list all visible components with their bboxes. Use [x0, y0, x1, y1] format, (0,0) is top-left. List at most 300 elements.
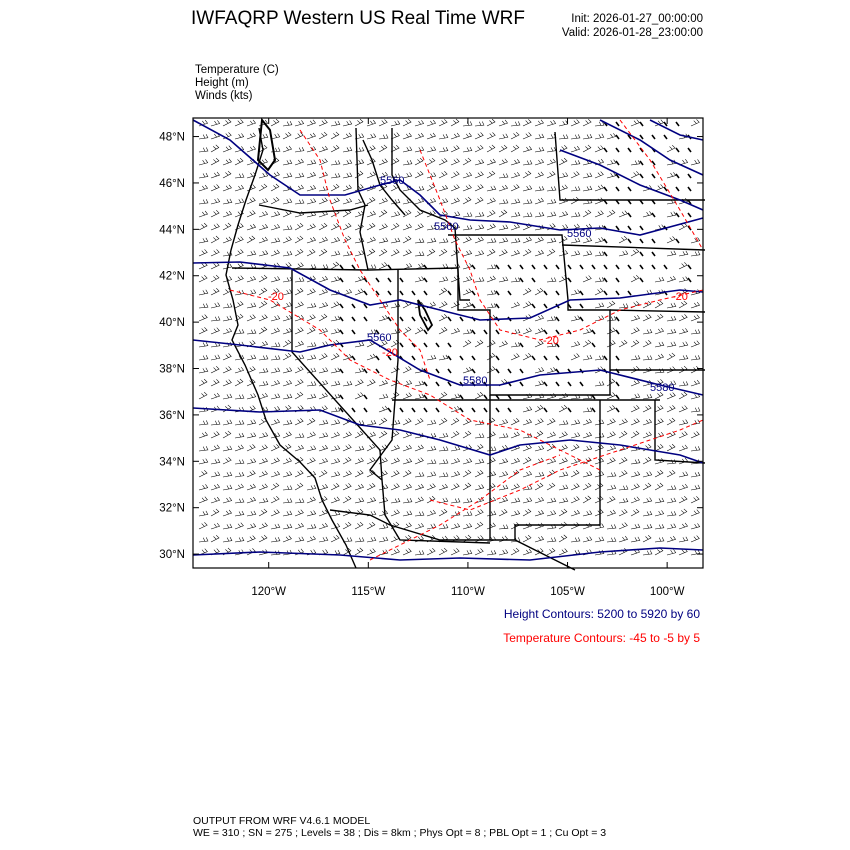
wind-barb [631, 405, 639, 412]
wind-barb [403, 133, 412, 139]
wind-barb [571, 160, 580, 165]
wind-barb [487, 145, 495, 152]
wind-barb [319, 223, 327, 230]
wind-barb [487, 186, 496, 191]
wind-barb [427, 238, 436, 243]
wind-barb [283, 432, 291, 438]
wind-barb [415, 381, 424, 386]
wind-barb [223, 159, 231, 165]
wind-barb [424, 278, 427, 282]
wind-barb [319, 314, 327, 321]
wind-barb [259, 498, 268, 503]
wind-barb [499, 485, 508, 490]
wind-barb [427, 510, 436, 516]
wind-barb [259, 172, 268, 178]
wind-barb [415, 523, 424, 529]
wind-barb [607, 405, 615, 412]
wind-barb [616, 317, 619, 321]
wind-barb [211, 459, 220, 464]
wind-barb [463, 470, 471, 477]
wind-barb [400, 343, 403, 347]
wind-barb [259, 523, 267, 529]
wind-barb [235, 498, 244, 503]
wind-barb [583, 471, 592, 477]
wind-barb [211, 198, 220, 204]
wind-barb [475, 277, 484, 282]
wind-barb [283, 511, 292, 516]
wind-barb [511, 250, 520, 256]
wind-barb [571, 212, 580, 217]
wind-barb [652, 174, 655, 178]
wind-barb [460, 408, 463, 412]
wind-barb [403, 327, 411, 334]
wind-barb [355, 224, 363, 230]
wind-barb [511, 418, 519, 425]
wind-barb [496, 330, 499, 334]
wind-barb [607, 432, 615, 438]
wind-barb [307, 172, 316, 178]
wind-barb [631, 275, 639, 282]
wind-barb [652, 135, 655, 139]
wind-barb [691, 380, 700, 386]
wind-barb [343, 381, 352, 386]
wind-barb [463, 535, 471, 542]
wind-barb [667, 172, 676, 178]
temperature-legend: Temperature Contours: -45 to -5 by 5 [503, 631, 700, 645]
wind-barb [367, 444, 375, 451]
wind-barb [616, 330, 619, 334]
wind-barb [352, 304, 355, 308]
wind-barb [331, 173, 340, 178]
wind-barb [571, 522, 579, 529]
wind-barb [616, 135, 619, 139]
plot-title: IWFAQRP Western US Real Time WRF [191, 8, 525, 29]
wind-barb [415, 252, 424, 256]
wind-barb [367, 249, 375, 256]
wind-barb [583, 134, 592, 139]
wind-barb [559, 393, 568, 399]
wind-barb [487, 550, 496, 555]
wind-barb [616, 291, 619, 295]
wind-barb [355, 446, 364, 451]
wind-barb [643, 524, 652, 529]
wind-barb [547, 212, 556, 217]
wind-barb [331, 458, 340, 464]
wind-barb [619, 236, 627, 243]
wind-barb [355, 522, 363, 529]
wind-barb [655, 470, 663, 477]
wind-barb [463, 147, 472, 152]
wind-barb [340, 278, 343, 282]
wind-barb [283, 237, 291, 243]
wind-barb [688, 148, 691, 152]
wind-barb [643, 498, 652, 503]
wind-barb [568, 408, 571, 412]
wind-barb [295, 263, 303, 269]
wind-barb [487, 132, 495, 139]
wind-barb [631, 471, 640, 477]
wind-barb [616, 408, 619, 412]
wind-barb [307, 315, 315, 321]
wind-barb [652, 252, 655, 256]
wind-barb [283, 394, 292, 399]
wind-barb [235, 472, 244, 477]
wind-barb [331, 184, 339, 191]
wind-barb [592, 265, 595, 269]
wind-barb [211, 210, 219, 217]
wind-barb [331, 471, 340, 477]
wind-barb [211, 249, 219, 256]
wind-barb [439, 249, 447, 256]
wind-barb [211, 535, 219, 542]
wind-barb [667, 536, 676, 542]
wind-barb [391, 238, 400, 243]
wind-barb [235, 173, 244, 178]
wind-barb [547, 393, 556, 399]
wind-barb [571, 353, 579, 360]
wind-barb [463, 197, 471, 204]
wind-barb [247, 355, 256, 360]
wind-barb [235, 445, 243, 451]
field-label-height: Height (m) [195, 77, 249, 89]
lon-label: 100°W [649, 586, 685, 598]
wind-barb [211, 224, 219, 230]
wind-barb [535, 431, 543, 438]
wind-barb [367, 354, 376, 360]
wind-barb [463, 418, 471, 425]
wind-barb [628, 291, 631, 295]
wind-barb [271, 197, 279, 204]
wind-barb [535, 237, 543, 243]
wind-barb [427, 133, 436, 139]
wind-barb [640, 265, 643, 269]
wind-barb [607, 316, 616, 321]
wind-barb [283, 289, 292, 295]
wind-barb [235, 133, 244, 139]
wind-barb [499, 419, 508, 425]
wind-barb [451, 535, 459, 542]
wind-barb [439, 147, 448, 152]
wind-barb [487, 265, 496, 269]
wind-barb [595, 134, 604, 139]
wind-barb [667, 405, 675, 412]
wind-barb [436, 343, 439, 347]
wind-barb [520, 278, 523, 282]
wind-barb [604, 278, 607, 282]
wind-barb [331, 302, 339, 308]
wind-barb [628, 226, 631, 230]
wind-barb [211, 172, 220, 178]
wind-barb [475, 250, 484, 256]
wind-barb [283, 132, 291, 139]
wind-barb [412, 291, 415, 295]
wind-barb [499, 471, 508, 477]
wind-barb [532, 278, 535, 282]
wind-barb [403, 224, 411, 230]
wind-barb [235, 420, 244, 425]
wind-barb [451, 185, 459, 191]
wind-barb [271, 184, 279, 191]
wind-barb [559, 498, 568, 503]
wind-barb [367, 549, 375, 555]
wind-barb [439, 185, 448, 191]
wind-barb [667, 212, 676, 217]
wind-barb [607, 172, 616, 178]
wind-barb [640, 226, 643, 230]
wind-barb [595, 458, 604, 464]
wind-barb [199, 420, 208, 425]
wind-barb [511, 342, 520, 347]
wind-barb [283, 225, 292, 230]
temperature-contour-label: -20 [382, 347, 398, 359]
wind-barb [223, 353, 231, 360]
wind-barb [667, 236, 675, 243]
wind-barb [331, 353, 339, 360]
wind-barb [472, 265, 475, 269]
wind-barb [535, 250, 544, 256]
wind-barb [487, 523, 495, 529]
wind-barb [559, 535, 567, 542]
wind-barb [271, 483, 279, 490]
wind-barb [319, 523, 328, 529]
wind-barb [223, 420, 232, 425]
wind-barb [511, 548, 519, 555]
wind-barb [223, 394, 232, 399]
wind-barb [655, 328, 664, 334]
wind-barb [559, 173, 568, 178]
wind-barb [571, 510, 580, 516]
wind-barb [523, 497, 532, 503]
wind-barb [511, 432, 519, 438]
wind-barb [388, 291, 391, 295]
wind-barb [343, 522, 351, 529]
wind-barb [475, 535, 483, 542]
wind-barb [523, 119, 531, 126]
wind-barb [523, 419, 532, 425]
wind-barb [448, 317, 451, 321]
wind-barb [247, 523, 256, 529]
wind-barb [355, 251, 364, 256]
wind-barb [283, 146, 292, 152]
wind-barb [472, 304, 475, 308]
wind-barb [199, 290, 208, 295]
wind-barb [688, 187, 691, 191]
wind-barb [331, 276, 340, 282]
wind-barb [535, 536, 544, 542]
wind-barb [595, 198, 603, 204]
wind-barb [307, 524, 316, 529]
wind-barb [331, 420, 340, 425]
wind-barb [559, 485, 568, 490]
wind-barb [451, 198, 459, 204]
wind-barb [511, 212, 520, 217]
wind-barb [307, 120, 315, 126]
wind-barb [607, 524, 616, 529]
wind-barb [487, 276, 495, 282]
wind-barb [388, 317, 391, 321]
wind-barb [487, 447, 496, 451]
wind-barb [307, 249, 315, 256]
wind-barb [595, 509, 603, 516]
wind-barb [475, 459, 484, 464]
wind-barb [487, 458, 495, 464]
wind-barb [211, 484, 220, 490]
field-label-winds: Winds (kts) [195, 90, 253, 102]
wind-barb [619, 548, 627, 555]
wind-barb [532, 304, 535, 308]
wind-barb [691, 485, 700, 490]
wind-barb [592, 343, 595, 347]
wind-barb [487, 366, 495, 373]
wind-barb [511, 302, 519, 308]
wind-barb [415, 277, 424, 282]
wind-barb [367, 457, 375, 464]
wind-barb [679, 472, 688, 477]
wind-barb [619, 509, 627, 516]
height-contour-label: 5560 [380, 175, 405, 187]
wind-barb [547, 186, 556, 191]
wind-barb [523, 549, 532, 555]
wind-barb [628, 239, 631, 243]
wind-barb [223, 185, 231, 191]
wind-barb [259, 471, 267, 477]
wind-barb [499, 210, 507, 217]
wind-barb [547, 277, 556, 282]
wind-barb [307, 536, 316, 542]
wind-barb [319, 289, 327, 295]
wind-barb [451, 431, 459, 438]
wind-barb [655, 368, 664, 373]
wind-barb [343, 133, 351, 139]
valid-time: Valid: 2026-01-28_23:00:00 [561, 27, 703, 39]
wind-barb [499, 185, 508, 191]
wind-barb [199, 511, 208, 516]
wind-barb [415, 224, 423, 230]
wind-barb [439, 418, 447, 425]
wind-barb [199, 238, 208, 243]
wind-barb [439, 288, 447, 295]
wind-barb [364, 408, 367, 412]
wind-barb [475, 184, 483, 191]
wind-barb [667, 549, 676, 555]
wind-barb [259, 184, 267, 191]
wind-barb [487, 340, 495, 347]
wind-barb [667, 353, 675, 360]
wind-barb [475, 159, 484, 165]
wind-barb [364, 304, 367, 308]
wind-barb [631, 160, 640, 165]
wind-barb [199, 537, 208, 542]
wind-barb [235, 459, 244, 464]
wind-barb [343, 147, 352, 152]
wind-barb [556, 330, 559, 334]
wind-barb [403, 458, 412, 464]
wind-barb [691, 315, 699, 321]
wind-barb [211, 303, 220, 308]
wind-barb [331, 497, 339, 503]
wind-barb [211, 275, 219, 282]
wind-barb [604, 239, 607, 243]
wind-barb [271, 224, 280, 230]
wind-barb [679, 381, 688, 386]
wind-barb [271, 444, 279, 451]
wind-barb [247, 433, 256, 438]
wind-barb [523, 328, 531, 334]
wind-barb [199, 303, 208, 308]
wind-barb [619, 485, 628, 490]
wind-barb [547, 367, 556, 373]
wind-barb [367, 197, 375, 204]
wind-barb [496, 304, 499, 308]
wind-barb [571, 496, 579, 503]
latitude-labels [159, 132, 185, 562]
wind-barb [235, 237, 243, 243]
wind-barb [475, 132, 483, 139]
wind-barb [283, 536, 291, 542]
lat-label: 46°N [159, 177, 185, 190]
wind-barb [259, 535, 267, 542]
wind-barb [451, 498, 460, 503]
wind-barb [439, 355, 448, 360]
wind-barb [679, 445, 687, 451]
wind-barb [343, 223, 351, 230]
wind-barb [439, 277, 448, 282]
wind-barb [247, 276, 256, 282]
wind-barb [595, 303, 604, 308]
wind-barb [271, 458, 279, 464]
wind-barb [547, 147, 556, 152]
wind-barb [556, 291, 559, 295]
wind-barb [616, 187, 619, 191]
wind-barb [463, 367, 472, 373]
wind-barb [487, 224, 495, 230]
wind-barb [319, 353, 327, 360]
wind-barb [307, 355, 316, 360]
wind-barb [487, 353, 495, 360]
wind-barb [295, 277, 304, 282]
wind-barb [439, 548, 447, 555]
wind-barb [475, 212, 484, 217]
wind-barb [691, 237, 700, 243]
wind-barb [247, 290, 256, 295]
wind-barb [403, 548, 411, 555]
wind-barb [331, 445, 340, 451]
wind-barb [391, 498, 400, 503]
wind-barb [583, 340, 591, 347]
wind-barb [415, 327, 423, 334]
temperature-contour-label: -20 [672, 291, 688, 303]
wind-barb [583, 119, 591, 126]
wind-barb [319, 368, 328, 373]
wind-barb [691, 355, 700, 360]
wind-barb [688, 278, 691, 282]
wind-barb [271, 471, 280, 477]
wind-barb [619, 340, 627, 347]
wind-barb [511, 458, 520, 464]
wind-barb [403, 263, 412, 269]
wind-barb [619, 431, 627, 438]
wind-barb [319, 237, 328, 243]
wind-barb [319, 302, 328, 308]
wind-barb [691, 420, 700, 425]
wind-barb [367, 133, 376, 139]
wind-barb [451, 249, 459, 256]
wind-barb [448, 382, 451, 386]
wind-barb [307, 224, 315, 230]
wind-barb [379, 394, 388, 399]
wind-barb [463, 340, 471, 347]
wind-barb [307, 146, 316, 152]
